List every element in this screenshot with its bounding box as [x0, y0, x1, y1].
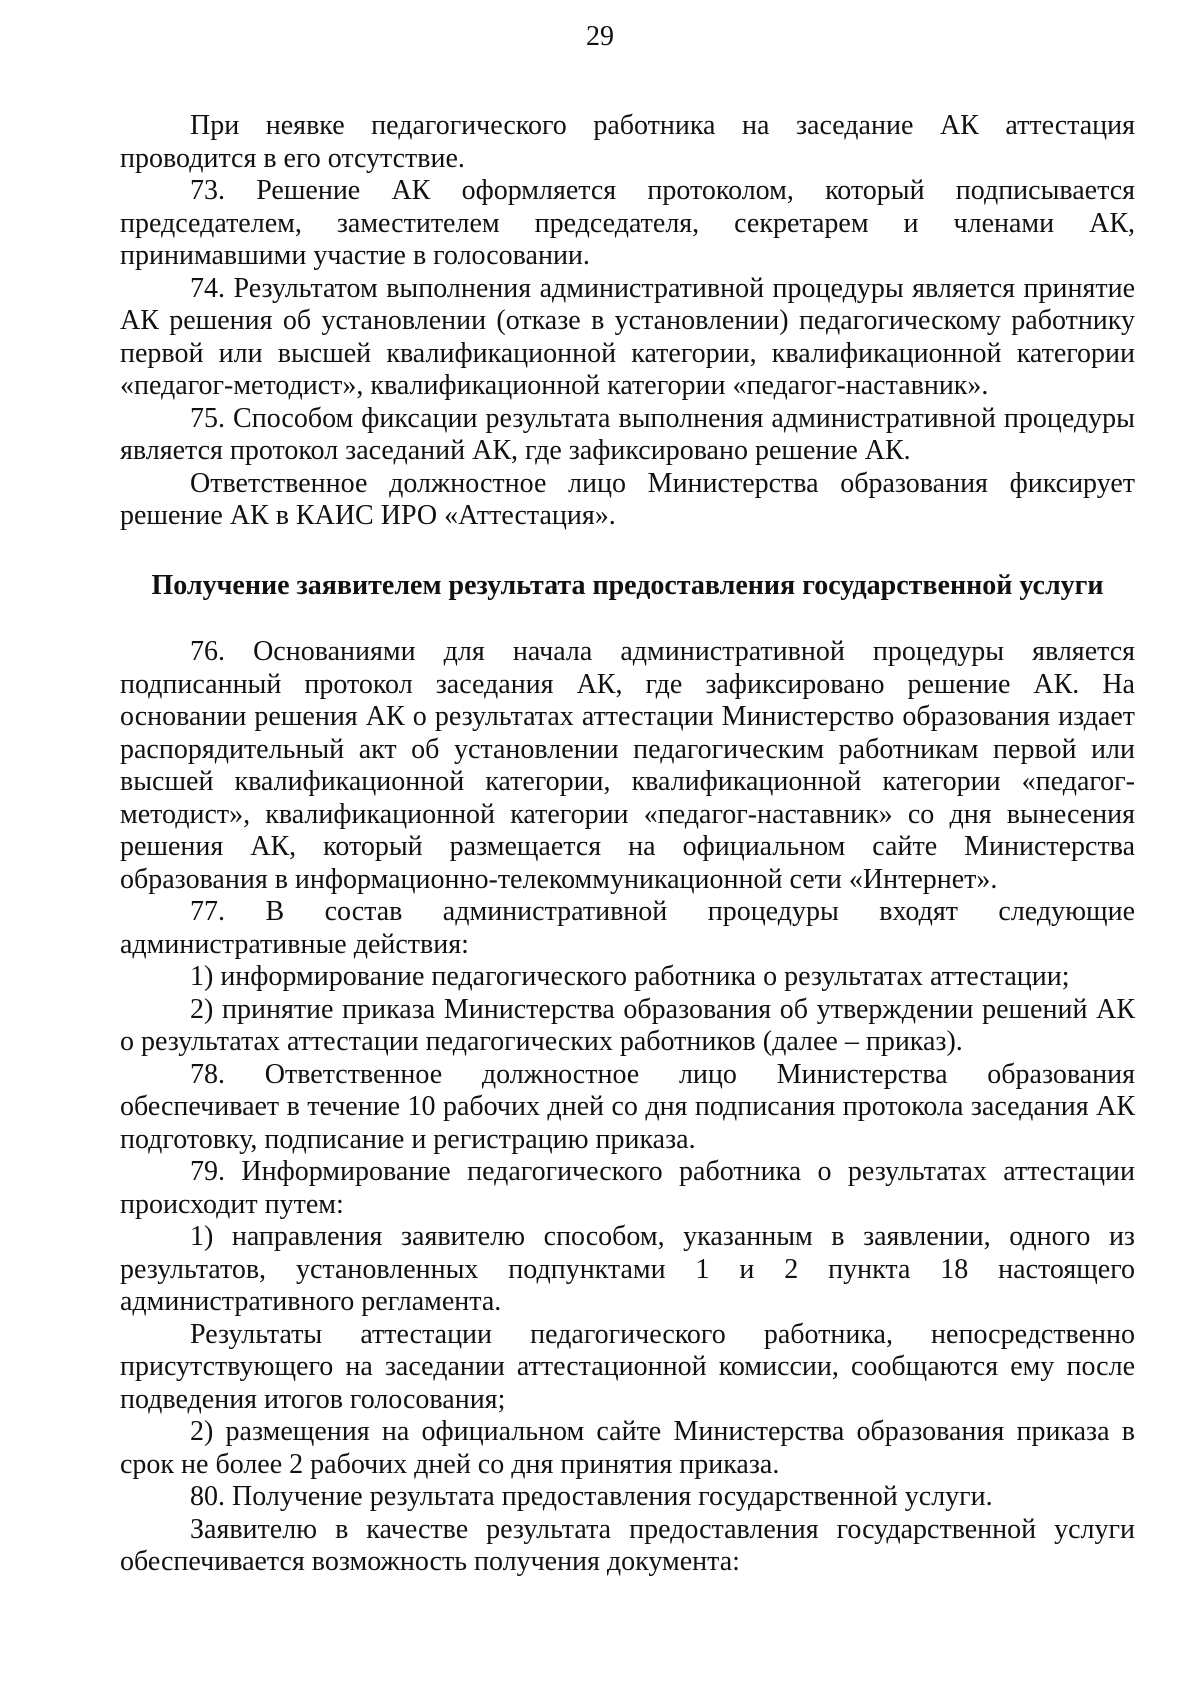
paragraph-results-announcement: Результаты аттестации педагогического работника, непосредственно присутствующего на заседании аттестационной комиссии, сообщаются ему после подведения итогов голосования; [120, 1318, 1135, 1415]
paragraph-80: 80. Получение результата предоставления государственной услуги. [190, 1481, 993, 1512]
paragraph-73: 73. Решение АК оформляется протоколом, который подписывается председателем, заместителем председателя, секретарем и членами АК, принимавшими участие в голосовании. [120, 175, 1135, 271]
paragraph-responsible-official: Ответственное должностное лицо Министерства образования фиксирует решение АК в КАИС ИРО «Аттестация». [120, 467, 1135, 531]
paragraph-75: 75. Способом фиксации результата выполнения административной процедуры является протокол заседаний АК, где зафиксировано решение АК. [120, 402, 1135, 466]
text-block-after-heading [120, 636, 1135, 1579]
paragraph-77: 77. В состав административной процедуры входят следующие административные действия: [120, 896, 1135, 960]
paragraph-absence: При неявке педагогического работника на заседание АК аттестация проводится в его отсутствие. [120, 110, 1135, 174]
list-item-77-2: 2) принятие приказа Министерства образования об утверждении решений АК о результатах аттестации педагогических работников (далее – приказ). [120, 993, 1135, 1057]
paragraph-document-receipt: Заявителю в качестве результата предоставления государственной услуги обеспечивается возможность получения документа: [120, 1513, 1135, 1577]
text-block-before-heading [120, 110, 1135, 533]
section-heading: Получение заявителем результата предоставления государственной услуги [151, 570, 1104, 601]
list-item-77-1: 1) информирование педагогического работника о результатах аттестации; [190, 961, 1070, 992]
list-item-79-2: 2) размещения на официальном сайте Министерства образования приказа в срок не более 2 рабочих дней со дня принятия приказа. [120, 1416, 1135, 1480]
paragraph-74: 74. Результатом выполнения административной процедуры является принятие АК решения об установлении (отказе в установлении) педагогическому работнику первой или высшей квалификационной категории, квалификационной категории «педагог-методист», квалификационной категории «педагог-наставник». [120, 272, 1135, 401]
list-item-79-1: 1) направления заявителю способом, указанным в заявлении, одного из результатов, установленных подпунктами 1 и 2 пункта 18 настоящего административного регламента. [120, 1221, 1135, 1317]
paragraph-79: 79. Информирование педагогического работника о результатах аттестации происходит путем: [120, 1156, 1135, 1220]
paragraph-76: 76. Основаниями для начала административной процедуры является подписанный протокол заседания АК, где зафиксировано решение АК. На основании решения АК о результатах аттестации Министерство образования издает распорядительный акт об установлении педагогическим работникам первой или высшей квалификационной категории, квалификационной категории «педагог-методист», квалификационной категории «педагог-наставник» со дня вынесения решения АК, который размещается на официальном сайте Министерства образования в информационно-телекоммуникационной сети «Интернет». [120, 636, 1135, 895]
paragraph-78: 78. Ответственное должностное лицо Министерства образования обеспечивает в течение 10 рабочих дней со дня подписания протокола заседания АК подготовку, подписание и регистрацию приказа. [120, 1058, 1135, 1155]
page-number: 29 [586, 21, 614, 52]
